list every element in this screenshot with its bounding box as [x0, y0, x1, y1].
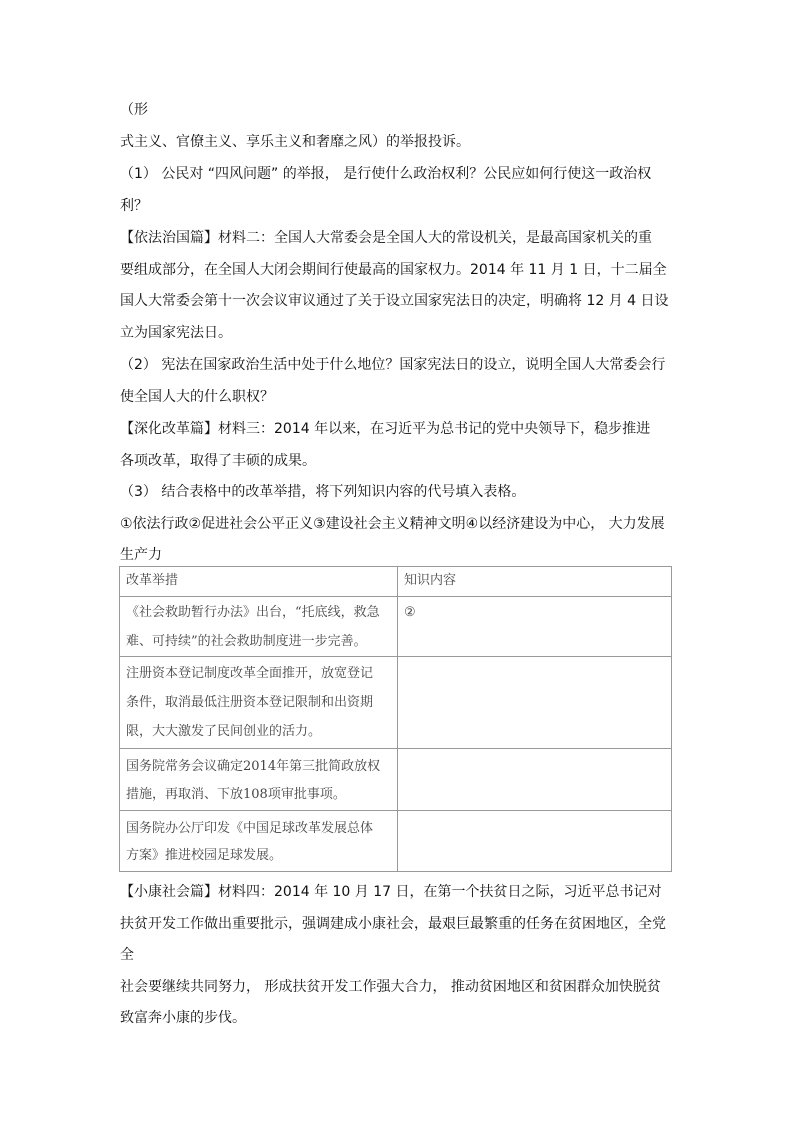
text-line: 生产力 [120, 547, 162, 563]
table-cell-measure: 《社会救助暂行办法》出台，“托底线，救急 [126, 605, 380, 620]
text-line: （形 [120, 102, 148, 118]
table-cell-measure: 难、可持续”的社会救助制度进一步完善。 [126, 634, 367, 649]
table-cell-measure: 条件，取消最低注册资本登记限制和出资期 [126, 695, 374, 710]
table-cell-measure: 措施，再取消、下放108项审批事项。 [126, 787, 346, 802]
table-cell-measure: 注册资本登记制度改革全面推开，放宽登记 [126, 666, 374, 681]
text-line: 各项改革，取得了丰硕的成果。 [120, 453, 316, 469]
text-line: 立为国家宪法日。 [120, 325, 232, 341]
text-line: 社会要继续共同努力， 形成扶贫开发工作强大合力， 推动贫困地区和贫困群众加快脱贫 [120, 979, 661, 995]
material-4-heading: 【小康社会篇】材料四：2014 年 10 月 17 日，在第一个扶贫日之际，习近平总书记对 [120, 884, 662, 900]
text-line: 使全国人大的什么职权？ [120, 389, 274, 405]
question-1: （1） 公民对 “四风问题” 的举报， 是行使什么政治权利？公民应如何行使这一政治权 [120, 166, 652, 182]
knowledge-options: ①依法行政②促进社会公平正义③建设社会主义精神文明④以经济建设为中心， 大力发展 [120, 516, 665, 532]
table-cell-answer: ② [404, 605, 416, 620]
material-3-heading: 【深化改革篇】材料三：2014 年以来，在习近平为总书记的党中央领导下，稳步推进 [120, 421, 651, 437]
material-2-heading: 【依法治国篇】材料二：全国人大常委会是全国人大的常设机关，是最高国家机关的重 [120, 230, 652, 246]
table-cell-measure: 国务院办公厅印发《中国足球改革发展总体 [126, 821, 374, 836]
text-line: 要组成部分，在全国人大闭会期间行使最高的国家权力。2014 年 11 月 1 日，十二届全 [120, 262, 667, 278]
text-line: 式主义、官僚主义、享乐主义和奢靡之风）的举报投诉。 [120, 134, 470, 150]
text-line: 利？ [120, 198, 148, 214]
question-3: （3） 结合表格中的改革举措，将下列知识内容的代号填入表格。 [120, 484, 526, 500]
text-line: 全 [120, 947, 134, 963]
text-line: 国人大常委会第十一次会议审议通过了关于设立国家宪法日的决定，明确将 12 月 4 日设 [120, 293, 669, 309]
text-line: 致富奔小康的步伐。 [120, 1010, 246, 1026]
table-header-measure: 改革举措 [126, 573, 179, 588]
table-cell-measure: 国务院常务会议确定2014年第三批简政放权 [126, 759, 381, 774]
table-cell-measure: 方案》推进校园足球发展。 [126, 848, 283, 863]
table-header-knowledge: 知识内容 [404, 573, 457, 588]
table-cell-measure: 限，大大激发了民间创业的活力。 [126, 724, 322, 739]
question-2: （2） 宪法在国家政治生活中处于什么地位？国家宪法日的设立，说明全国人大常委会行 [120, 357, 666, 373]
text-line: 扶贫开发工作做出重要批示，强调建成小康社会，最艰巨最繁重的任务在贫困地区，全党 [120, 916, 666, 932]
